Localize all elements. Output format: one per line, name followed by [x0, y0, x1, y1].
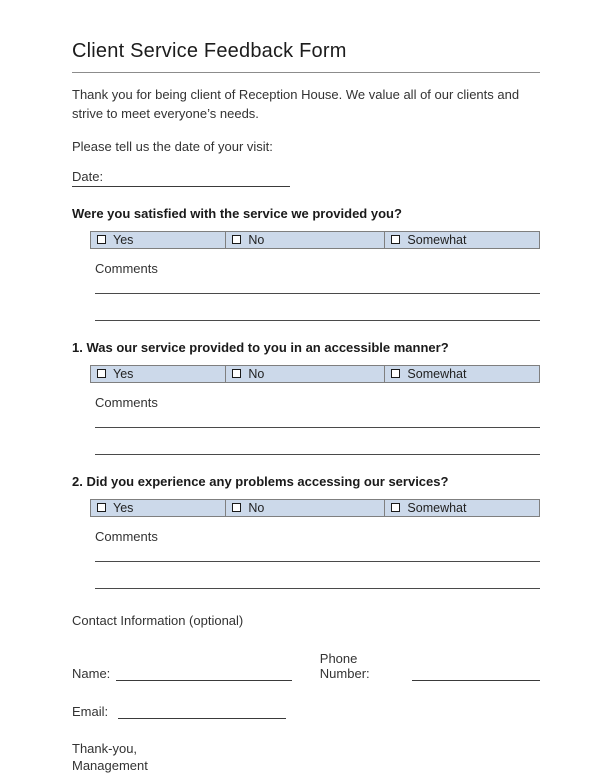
option-somewhat[interactable] — [384, 366, 539, 382]
name-input-line[interactable] — [116, 666, 291, 681]
email-input-line[interactable] — [118, 704, 286, 719]
comment-line[interactable] — [95, 410, 540, 428]
intro-text: Thank you for being client of Reception House. We value all of our clients and strive to meet everyone’s needs. — [72, 87, 520, 121]
checkbox-icon[interactable] — [391, 369, 400, 378]
option-somewhat-label: Somewhat — [407, 366, 467, 381]
option-no-label: No — [248, 232, 265, 247]
comments-label: Comments — [95, 394, 158, 410]
email-label: Email: — [72, 703, 109, 719]
checkbox-icon[interactable] — [97, 235, 106, 244]
page-title: Client Service Feedback Form — [72, 40, 540, 73]
question-2-label: 2. Did you experience any problems accessing our services? — [72, 473, 449, 489]
question-0-label: Were you satisfied with the service we provided you? — [72, 205, 402, 221]
option-somewhat-label: Somewhat — [407, 232, 467, 247]
comment-line[interactable] — [95, 428, 540, 455]
option-somewhat[interactable] — [384, 232, 539, 248]
checkbox-icon[interactable] — [232, 235, 241, 244]
option-somewhat[interactable] — [384, 500, 539, 516]
comments-label: Comments — [95, 528, 158, 544]
option-yes-label: Yes — [113, 366, 134, 381]
date-field[interactable] — [72, 169, 290, 187]
contact-heading: Contact Information (optional) — [72, 612, 244, 628]
phone-input-line[interactable] — [412, 666, 540, 681]
option-no[interactable] — [225, 366, 384, 382]
comment-line[interactable] — [95, 276, 540, 294]
comment-line[interactable] — [95, 544, 540, 562]
checkbox-icon[interactable] — [391, 503, 400, 512]
comment-line[interactable] — [95, 294, 540, 321]
checkbox-icon[interactable] — [391, 235, 400, 244]
checkbox-icon[interactable] — [97, 369, 106, 378]
option-somewhat-label: Somewhat — [407, 500, 467, 515]
question-0-option-row — [90, 231, 540, 249]
checkbox-icon[interactable] — [232, 369, 241, 378]
option-no[interactable] — [225, 232, 384, 248]
comments-label: Comments — [95, 260, 158, 276]
phone-label: Phone Number: — [319, 650, 370, 681]
option-no-label: No — [248, 366, 265, 381]
checkbox-icon[interactable] — [97, 503, 106, 512]
option-yes[interactable] — [91, 500, 225, 516]
name-phone-row — [72, 651, 540, 681]
email-row — [72, 704, 540, 719]
name-label: Name: — [72, 665, 111, 681]
date-prompt: Please tell us the date of your visit: — [72, 138, 273, 154]
option-yes-label: Yes — [113, 232, 134, 247]
closing-line-2: Management — [72, 758, 148, 774]
option-no[interactable] — [225, 500, 384, 516]
closing-block — [72, 740, 540, 775]
checkbox-icon[interactable] — [232, 503, 241, 512]
option-yes-label: Yes — [113, 500, 134, 515]
option-yes[interactable] — [91, 232, 225, 248]
date-label: Date: — [72, 168, 104, 184]
comment-line[interactable] — [95, 562, 540, 589]
option-yes[interactable] — [91, 366, 225, 382]
option-no-label: No — [248, 500, 265, 515]
question-1-option-row — [90, 365, 540, 383]
question-2-option-row — [90, 499, 540, 517]
closing-line-1: Thank-you, — [72, 740, 138, 756]
question-1-label: 1. Was our service provided to you in an accessible manner? — [72, 339, 449, 355]
